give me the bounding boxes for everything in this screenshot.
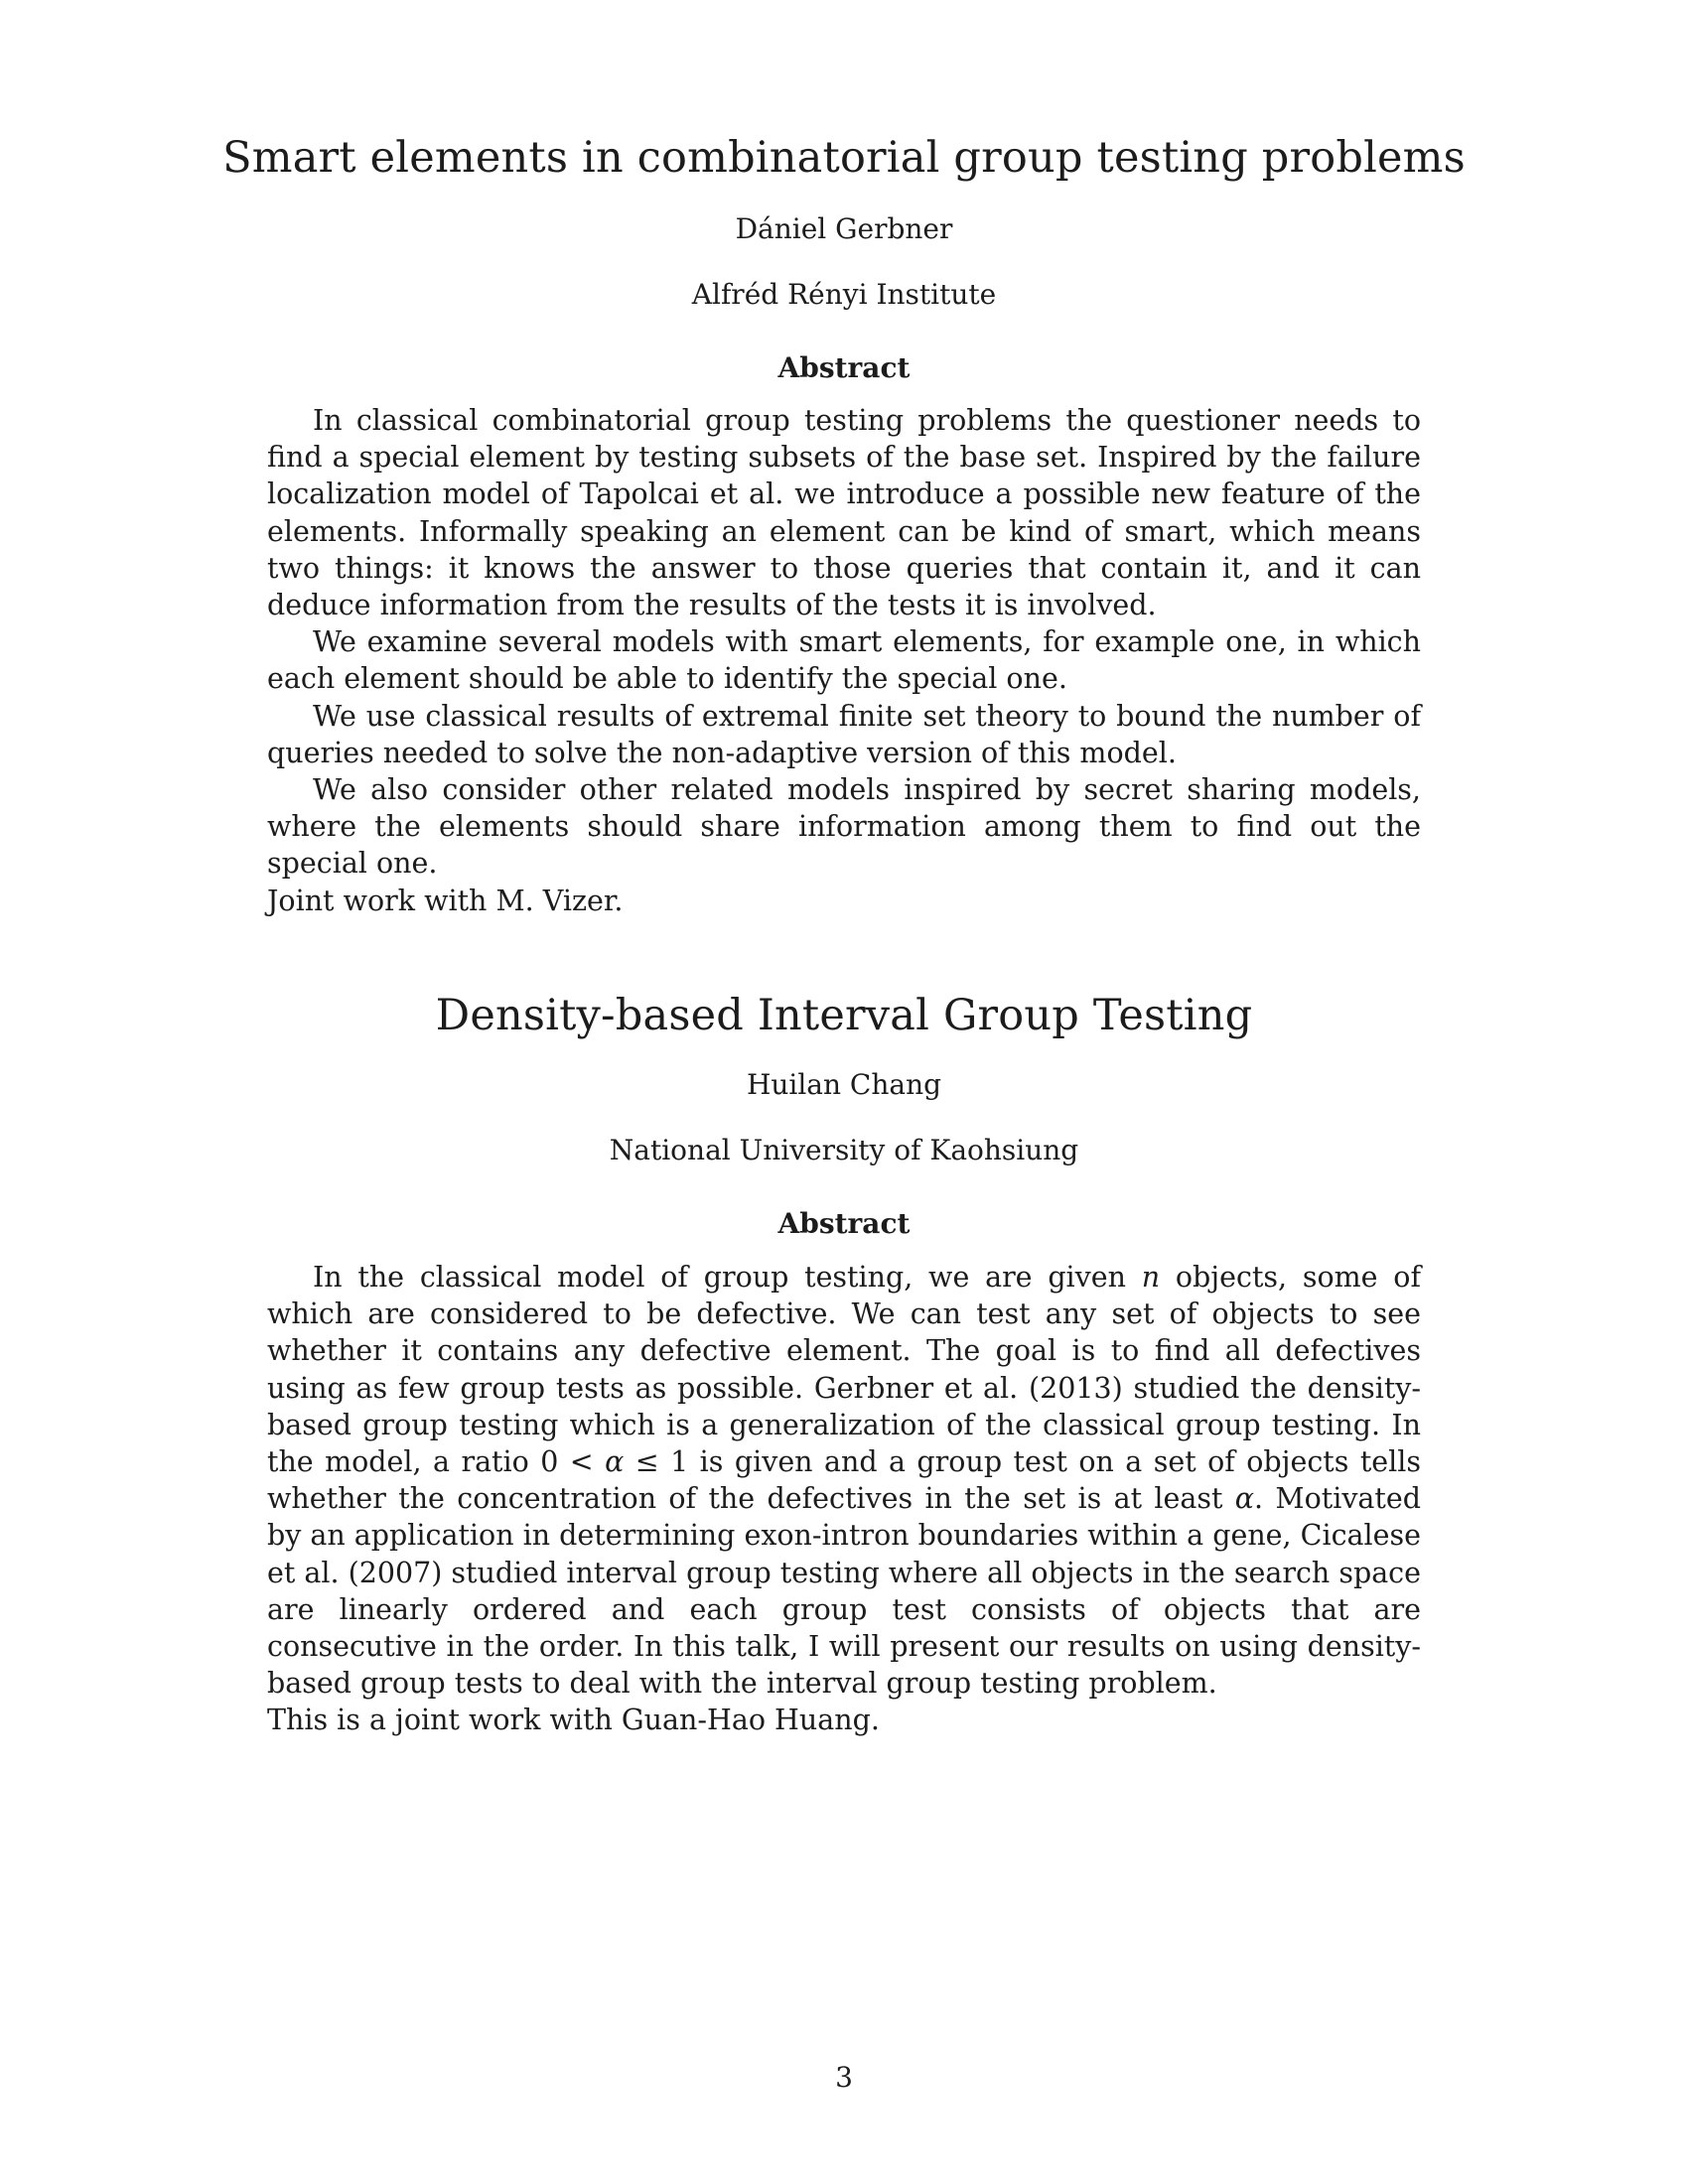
page-number: 3 [835,2061,853,2094]
abstract-2-heading: Abstract [777,1207,911,1240]
abstract-1-body [267,402,1421,919]
abstract-1-paragraph: We also consider other related models inspired by secret sharing models, where the elements should share information among them to find out the special one. [267,773,1421,881]
abstract-1-affiliation: Alfréd Rényi Institute [691,278,997,311]
abstract-2-title: Density-based Interval Group Testing [435,991,1253,1040]
abstract-1-heading: Abstract [777,351,911,384]
abstract-1-paragraph: We use classical results of extremal finite set theory to bound the number of queries needed to solve the non-adaptive version of this model. [267,699,1421,769]
abstract-2-author: Huilan Chang [746,1068,942,1101]
abstract-2-body [267,1259,1421,1739]
abstract-2-paragraph [267,1259,1421,1702]
abstract-2-closing: This is a joint work with Guan-Hao Huang. [267,1704,880,1737]
abstract-1-title: Smart elements in combinatorial group testing problems [222,133,1466,183]
text-run: ≤ 1 is given and a group test on a set of objects tells whether the concentration of the defectives in the set is at least [267,1445,1421,1516]
abstract-1-author: Dániel Gerbner [735,212,953,245]
math-variable-alpha: α [1234,1482,1255,1516]
math-variable-n: n [1141,1261,1161,1294]
math-variable-alpha: α [605,1445,625,1479]
abstract-1-closing: Joint work with M. Vizer. [267,884,624,917]
abstract-1-paragraph: We examine several models with smart elements, for example one, in which each element should be able to identify the special one. [267,625,1421,696]
text-run: . Motivated by an application in determining exon-intron boundaries within a gene, Cicalese et al. (2007) studied interval group testing where all objects in the search space are linearly ordered and each group test consists of objects that are consecutive in the order. In this talk, I will present our results on using density-based group tests to deal with the interval group testing problem. [267,1482,1422,1701]
text-run: In the classical model of group testing, we are given [313,1261,1142,1294]
abstract-1-paragraph: In classical combinatorial group testing problems the questioner needs to find a special element by testing subsets of the base set. Inspired by the failure localization model of Tapolcai et al. we introduce a possible new feature of the elements. Informally speaking an element can be kind of smart, which means two things: it knows the answer to those queries that contain it, and it can deduce information from the results of the tests it is involved. [267,404,1421,622]
abstract-2-affiliation: National University of Kaohsiung [609,1134,1079,1166]
text-run: objects, some of which are considered to be defective. We can test any set of objects to see whether it contains any defective element. The goal is to find all defectives using as few group tests as possible. Gerbner et al. (2013) studied the density-based group testing which is a generalization of the classical group testing. In the model, a ratio 0 < [267,1261,1422,1479]
